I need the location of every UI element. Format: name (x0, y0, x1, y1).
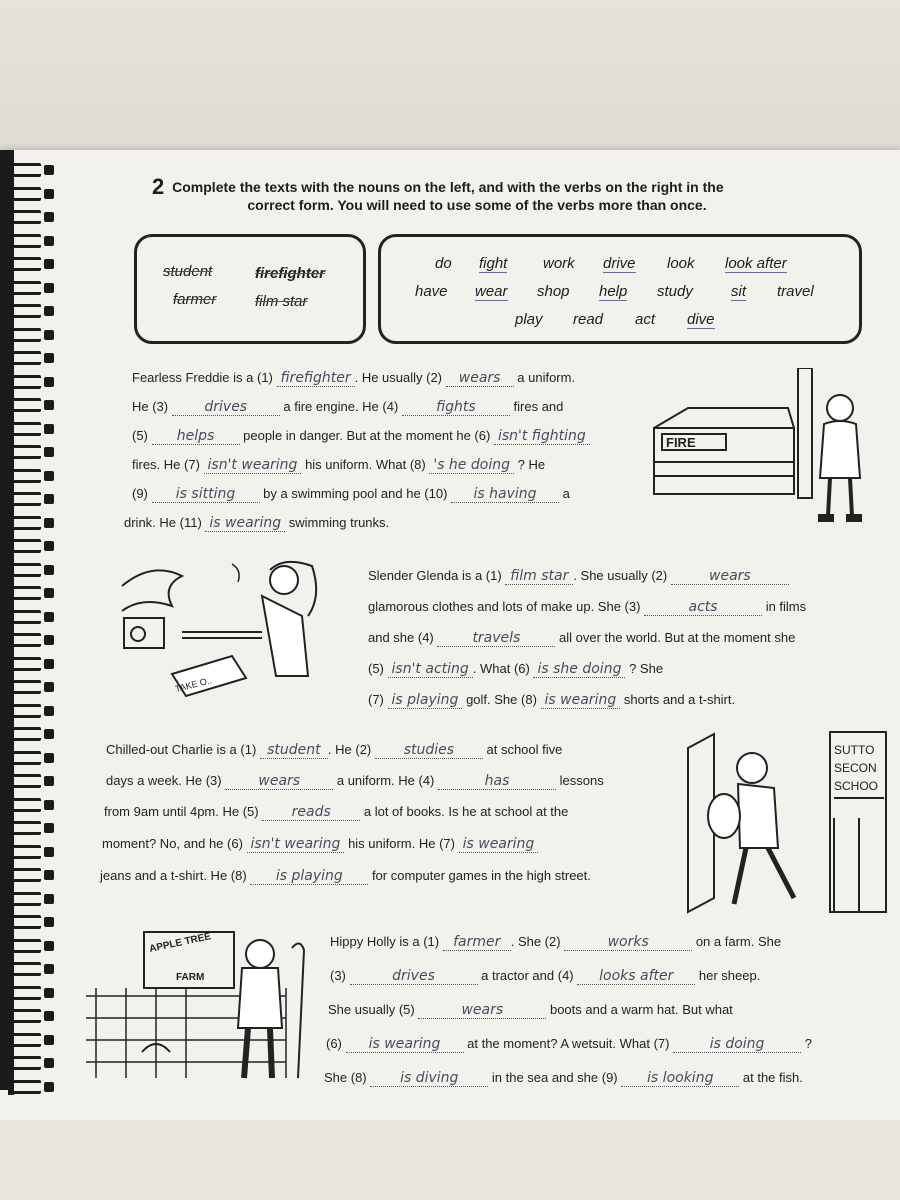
verb-work: work (543, 255, 575, 272)
holly-answer-1[interactable]: farmer (443, 934, 511, 951)
freddie-line-6: drink. He (11) is wearing swimming trunks. (124, 515, 390, 531)
spiral-ring (8, 677, 66, 695)
holly-answer-3[interactable]: drives (350, 968, 478, 985)
spiral-ring (8, 301, 66, 319)
freddie-line-1: Fearless Freddie is a (1) firefighter . He usually (2) wears a uniform. (132, 370, 576, 386)
spiral-binding (0, 150, 70, 1110)
spiral-ring (8, 607, 66, 625)
noun-student: student (163, 263, 213, 280)
verb-look-after: look after (725, 255, 787, 272)
holly-illustration (86, 928, 322, 1088)
spiral-ring (8, 842, 66, 860)
verb-wear: wear (475, 283, 508, 300)
freddie-line-2: He (3) drives a fire engine. He (4) fights fires and (132, 399, 564, 415)
spiral-ring (8, 419, 66, 437)
spiral-ring (8, 1030, 66, 1048)
glenda-answer-6[interactable]: is she doing (533, 661, 625, 678)
verb-act: act (635, 311, 656, 328)
holly-answer-8[interactable]: is diving (370, 1070, 488, 1087)
spiral-ring (8, 395, 66, 413)
holly-answer-5[interactable]: wears (418, 1002, 546, 1019)
spiral-ring (8, 278, 66, 296)
verb-sit: sit (731, 283, 746, 300)
holly-answer-6[interactable]: is wearing (346, 1036, 464, 1053)
freddie-answer-4[interactable]: fights (402, 399, 510, 416)
holly-answer-9[interactable]: is looking (621, 1070, 739, 1087)
glenda-answer-1[interactable]: film star (505, 568, 573, 585)
spiral-ring (8, 889, 66, 907)
spiral-ring (8, 865, 66, 883)
verb-read: read (573, 311, 604, 328)
exercise-number: 2 (152, 174, 165, 199)
verb-study: study (657, 283, 693, 300)
holly-answer-7[interactable]: is doing (673, 1036, 801, 1053)
background-bottom (0, 1120, 900, 1200)
spiral-ring (8, 701, 66, 719)
charlie-line-2: days a week. He (3) wears a uniform. He (4) has lessons (106, 773, 604, 789)
holly-line-1: Hippy Holly is a (1) farmer . She (2) works on a farm. She (330, 934, 782, 950)
spiral-ring (8, 724, 66, 742)
spiral-ring (8, 959, 66, 977)
glenda-answer-2[interactable]: wears (671, 568, 789, 585)
spiral-ring (8, 748, 66, 766)
holly-answer-4[interactable]: looks after (577, 968, 695, 985)
charlie-answer-2[interactable]: studies (375, 742, 483, 759)
spiral-ring (8, 536, 66, 554)
glenda-answer-8[interactable]: is wearing (541, 692, 621, 709)
spiral-ring (8, 1077, 66, 1095)
spiral-ring (8, 818, 66, 836)
charlie-line-4: moment? No, and he (6) isn't wearing his uniform. He (7) is wearing (102, 836, 538, 853)
holly-line-3: She usually (5) wears boots and a warm hat. But what (328, 1002, 733, 1018)
verb-drive: drive (603, 255, 636, 272)
charlie-answer-8[interactable]: is playing (250, 868, 368, 885)
verb-travel: travel (777, 283, 814, 300)
charlie-answer-1[interactable]: student (260, 742, 328, 759)
school-sign-line-2: SECON (834, 761, 877, 775)
spiral-ring (8, 231, 66, 249)
spiral-ring (8, 160, 66, 178)
clapper-text: TAKE O.. (174, 675, 213, 694)
freddie-line-4: fires. He (7) isn't wearing his uniform. What (8) 's he doing ? He (132, 457, 546, 473)
charlie-illustration (684, 728, 888, 918)
spiral-ring (8, 1006, 66, 1024)
spiral-ring (8, 372, 66, 390)
charlie-line-1: Chilled-out Charlie is a (1) student . He (2) studies at school five (106, 742, 563, 758)
noun-film-star: film star (255, 293, 308, 310)
school-sign-line-1: SUTTO (834, 743, 875, 757)
glenda-answer-3[interactable]: acts (644, 599, 762, 616)
spiral-ring (8, 442, 66, 460)
spiral-ring (8, 466, 66, 484)
spiral-ring (8, 348, 66, 366)
glenda-answer-4[interactable]: travels (437, 630, 555, 647)
noun-farmer: farmer (173, 291, 217, 308)
spiral-ring (8, 489, 66, 507)
spiral-ring (8, 325, 66, 343)
charlie-line-3: from 9am until 4pm. He (5) reads a lot of books. Is he at school at the (104, 804, 569, 820)
charlie-line-5: jeans and a t-shirt. He (8) is playing for computer games in the high street. (100, 868, 591, 884)
freddie-answer-7[interactable]: isn't wearing (204, 457, 302, 474)
charlie-answer-7[interactable]: is wearing (459, 836, 539, 853)
fire-engine-illustration (648, 368, 868, 528)
farm-sign-line-1: APPLE TREE (148, 931, 213, 955)
spiral-ring (8, 630, 66, 648)
freddie-answer-6[interactable]: isn't fighting (494, 428, 590, 445)
spiral-ring (8, 513, 66, 531)
glenda-line-3: and she (4) travels all over the world. But at the moment she (368, 630, 796, 646)
glenda-answer-7[interactable]: is playing (388, 692, 463, 709)
instruction-line-1: Complete the texts with the nouns on the left, and with the verbs on the right in the (172, 179, 724, 195)
freddie-line-5: (9) is sitting by a swimming pool and he (10) is having a (132, 486, 570, 502)
charlie-answer-3[interactable]: wears (225, 773, 333, 790)
verb-fight: fight (479, 255, 508, 272)
freddie-answer-10[interactable]: is having (451, 486, 559, 503)
spiral-ring (8, 795, 66, 813)
holly-answer-2[interactable]: works (564, 934, 692, 951)
verb-play: play (515, 311, 543, 328)
freddie-answer-8[interactable]: 's he doing (429, 457, 514, 474)
spiral-ring (8, 254, 66, 272)
verb-dive: dive (687, 311, 715, 328)
verbs-box (378, 234, 862, 344)
school-sign-line-3: SCHOO (834, 779, 879, 793)
charlie-answer-4[interactable]: has (438, 773, 556, 790)
spiral-ring (8, 936, 66, 954)
holly-line-2: (3) drives a tractor and (4) looks after her sheep. (330, 968, 761, 984)
verb-shop: shop (537, 283, 570, 300)
instruction-line-2: correct form. You will need to use some of the verbs more than once. (247, 197, 707, 213)
holly-line-4: (6) is wearing at the moment? A wetsuit. What (7) is doing ? (326, 1036, 812, 1052)
spiral-ring (8, 207, 66, 225)
verb-help: help (599, 283, 628, 300)
glenda-answer-5[interactable]: isn't acting (388, 661, 473, 678)
spiral-ring (8, 654, 66, 672)
spiral-ring (8, 560, 66, 578)
spiral-ring (8, 1053, 66, 1071)
glenda-line-2: glamorous clothes and lots of make up. She (3) acts in films (368, 599, 807, 615)
verb-have: have (415, 283, 448, 300)
charlie-answer-5[interactable]: reads (262, 804, 360, 821)
freddie-answer-9[interactable]: is sitting (152, 486, 260, 503)
spiral-ring (8, 184, 66, 202)
spiral-ring (8, 912, 66, 930)
spiral-ring (8, 583, 66, 601)
exercise-instruction (152, 174, 862, 214)
fire-sign: FIRE (666, 435, 696, 450)
background-top (0, 0, 900, 150)
nouns-box (134, 234, 366, 344)
glenda-illustration (112, 556, 360, 706)
freddie-answer-2[interactable]: wears (446, 370, 514, 387)
freddie-answer-5[interactable]: helps (152, 428, 240, 445)
holly-line-5: She (8) is diving in the sea and she (9) is looking at the fish. (324, 1070, 803, 1086)
freddie-line-3: (5) helps people in danger. But at the moment he (6) isn't fighting (132, 428, 590, 445)
noun-firefighter: firefighter (255, 265, 326, 282)
charlie-answer-6[interactable]: isn't wearing (247, 836, 345, 853)
spiral-ring (8, 983, 66, 1001)
freddie-answer-1[interactable]: firefighter (277, 370, 355, 387)
glenda-line-4: (5) isn't acting . What (6) is she doing ? She (368, 661, 664, 677)
spiral-ring (8, 771, 66, 789)
glenda-line-5: (7) is playing golf. She (8) is wearing shorts and a t-shirt. (368, 692, 736, 708)
verb-do: do (435, 255, 452, 272)
freddie-answer-11[interactable]: is wearing (205, 515, 285, 532)
farm-sign-line-2: FARM (176, 972, 205, 983)
freddie-answer-3[interactable]: drives (172, 399, 280, 416)
glenda-line-1: Slender Glenda is a (1) film star . She usually (2) wears (368, 568, 789, 585)
verb-look: look (667, 255, 695, 272)
